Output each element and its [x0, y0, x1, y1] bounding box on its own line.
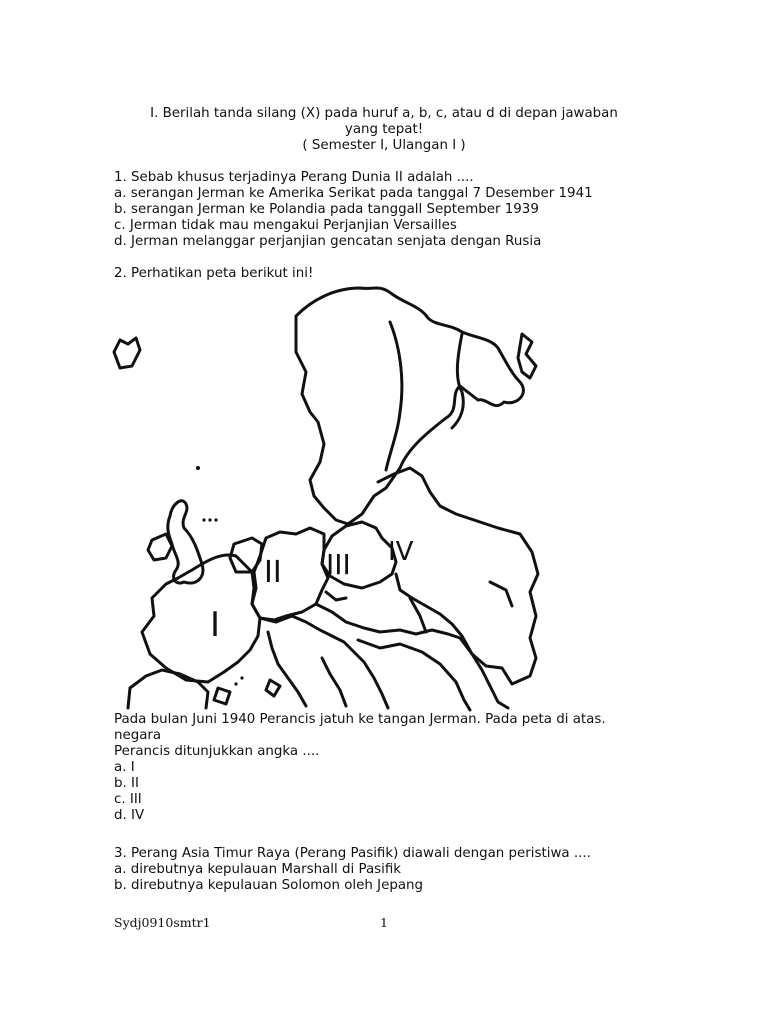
question-1-option-d: d. Jerman melanggar perjanjian gencatan senjata dengan Rusia	[114, 234, 542, 249]
instruction-line-1: I. Berilah tanda silang (X) pada huruf a, b, c, atau d di depan jawaban	[150, 106, 618, 121]
question-3-option-b: b. direbutnya kepulauan Solomon oleh Jepang	[114, 878, 424, 893]
question-2-followup-3: Perancis ditunjukkan angka ....	[114, 744, 320, 759]
question-3-option-a: a. direbutnya kepulauan Marshall di Pasifik	[114, 862, 402, 877]
question-1-option-c: c. Jerman tidak mau mengakui Perjanjian Versailles	[114, 218, 457, 233]
map-label-III: III	[326, 548, 351, 581]
question-2-followup-1: Pada bulan Juni 1940 Perancis jatuh ke tangan Jerman. Pada peta di atas.	[114, 712, 606, 727]
question-1-option-b: b. serangan Jerman ke Polandia pada tanggall September 1939	[114, 202, 539, 217]
map-label-IV: IV	[388, 537, 414, 567]
question-2-option-d: d. IV	[114, 808, 145, 823]
map-label-II: II	[264, 555, 282, 590]
question-2-option-a: a. I	[114, 760, 135, 775]
question-3-text: 3. Perang Asia Timur Raya (Perang Pasifik) diawali dengan peristiwa ....	[114, 846, 591, 861]
instruction-line-2: yang tepat!	[344, 122, 424, 137]
question-1-option-a: a. serangan Jerman ke Amerika Serikat pada tanggal 7 Desember 1941	[114, 186, 593, 201]
map-label-I: I	[210, 605, 221, 645]
question-1-text: 1. Sebab khusus terjadinya Perang Dunia II adalah ....	[114, 170, 474, 185]
question-2-option-b: b. II	[114, 776, 139, 791]
footer-page-number: 1	[380, 915, 388, 930]
europe-map	[110, 282, 542, 712]
question-2-option-c: c. III	[114, 792, 142, 807]
footer-document-code: Sydj0910smtr1	[114, 915, 211, 930]
semester-label: ( Semester I, Ulangan I )	[302, 138, 466, 153]
question-2-text: 2. Perhatikan peta berikut ini!	[114, 266, 314, 281]
question-2-followup-2: negara	[114, 728, 162, 743]
